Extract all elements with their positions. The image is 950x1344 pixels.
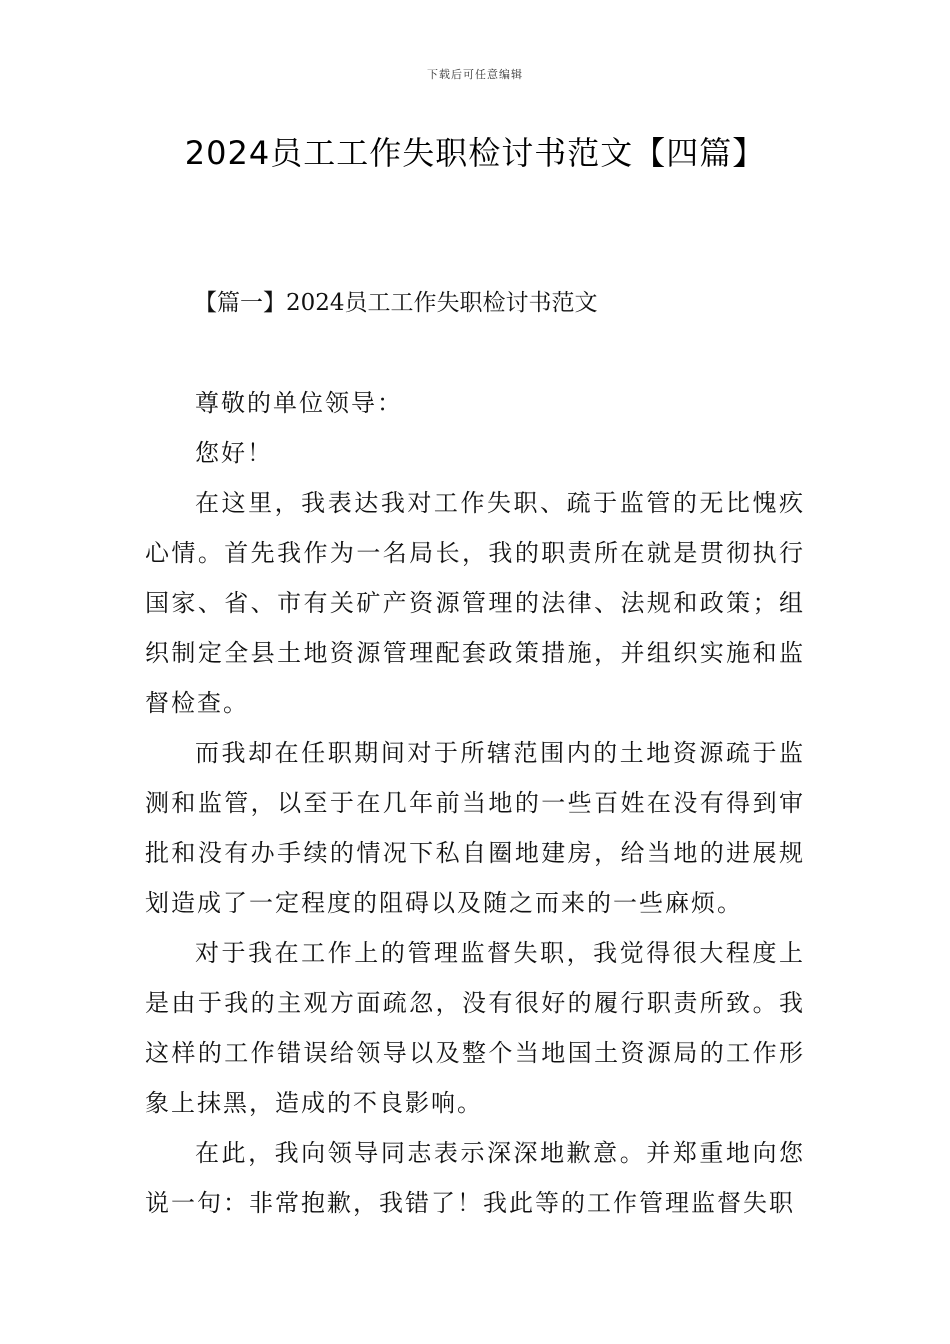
body-paragraph: 对于我在工作上的管理监督失职，我觉得很大程度上是由于我的主观方面疏忽，没有很好的履行职责所致。我这样的工作错误给领导以及整个当地国土资源局的工作形象上抹黑，造成的不良影响。 bbox=[145, 939, 805, 1117]
body-paragraph: 在这里，我表达我对工作失职、疏于监管的无比愧疚心情。首先我作为一名局长，我的职责所在就是贯彻执行国家、省、市有关矿产资源管理的法律、法规和政策；组织制定全县土地资源管理配套政策措施，并组织实施和监督检查。 bbox=[145, 489, 805, 717]
document-body bbox=[145, 378, 805, 1228]
greeting: 您好！ bbox=[195, 439, 273, 467]
section-heading: 【篇一】2024员工工作失职检讨书范文 bbox=[194, 290, 598, 316]
salutation: 尊敬的单位领导： bbox=[195, 389, 403, 417]
document-title: 2024员工工作失职检讨书范文【四篇】 bbox=[184, 134, 766, 172]
body-paragraph: 而我却在任职期间对于所辖范围内的土地资源疏于监测和监管，以至于在几年前当地的一些百姓在没有得到审批和没有办手续的情况下私自圈地建房，给当地的进展规划造成了一定程度的阻碍以及随之而来的一些麻烦。 bbox=[145, 739, 805, 917]
header-note: 下载后可任意编辑 bbox=[427, 68, 523, 81]
body-paragraph: 在此，我向领导同志表示深深地歉意。并郑重地向您说一句：非常抱歉，我错了！我此等的工作管理监督失职 bbox=[145, 1139, 805, 1217]
